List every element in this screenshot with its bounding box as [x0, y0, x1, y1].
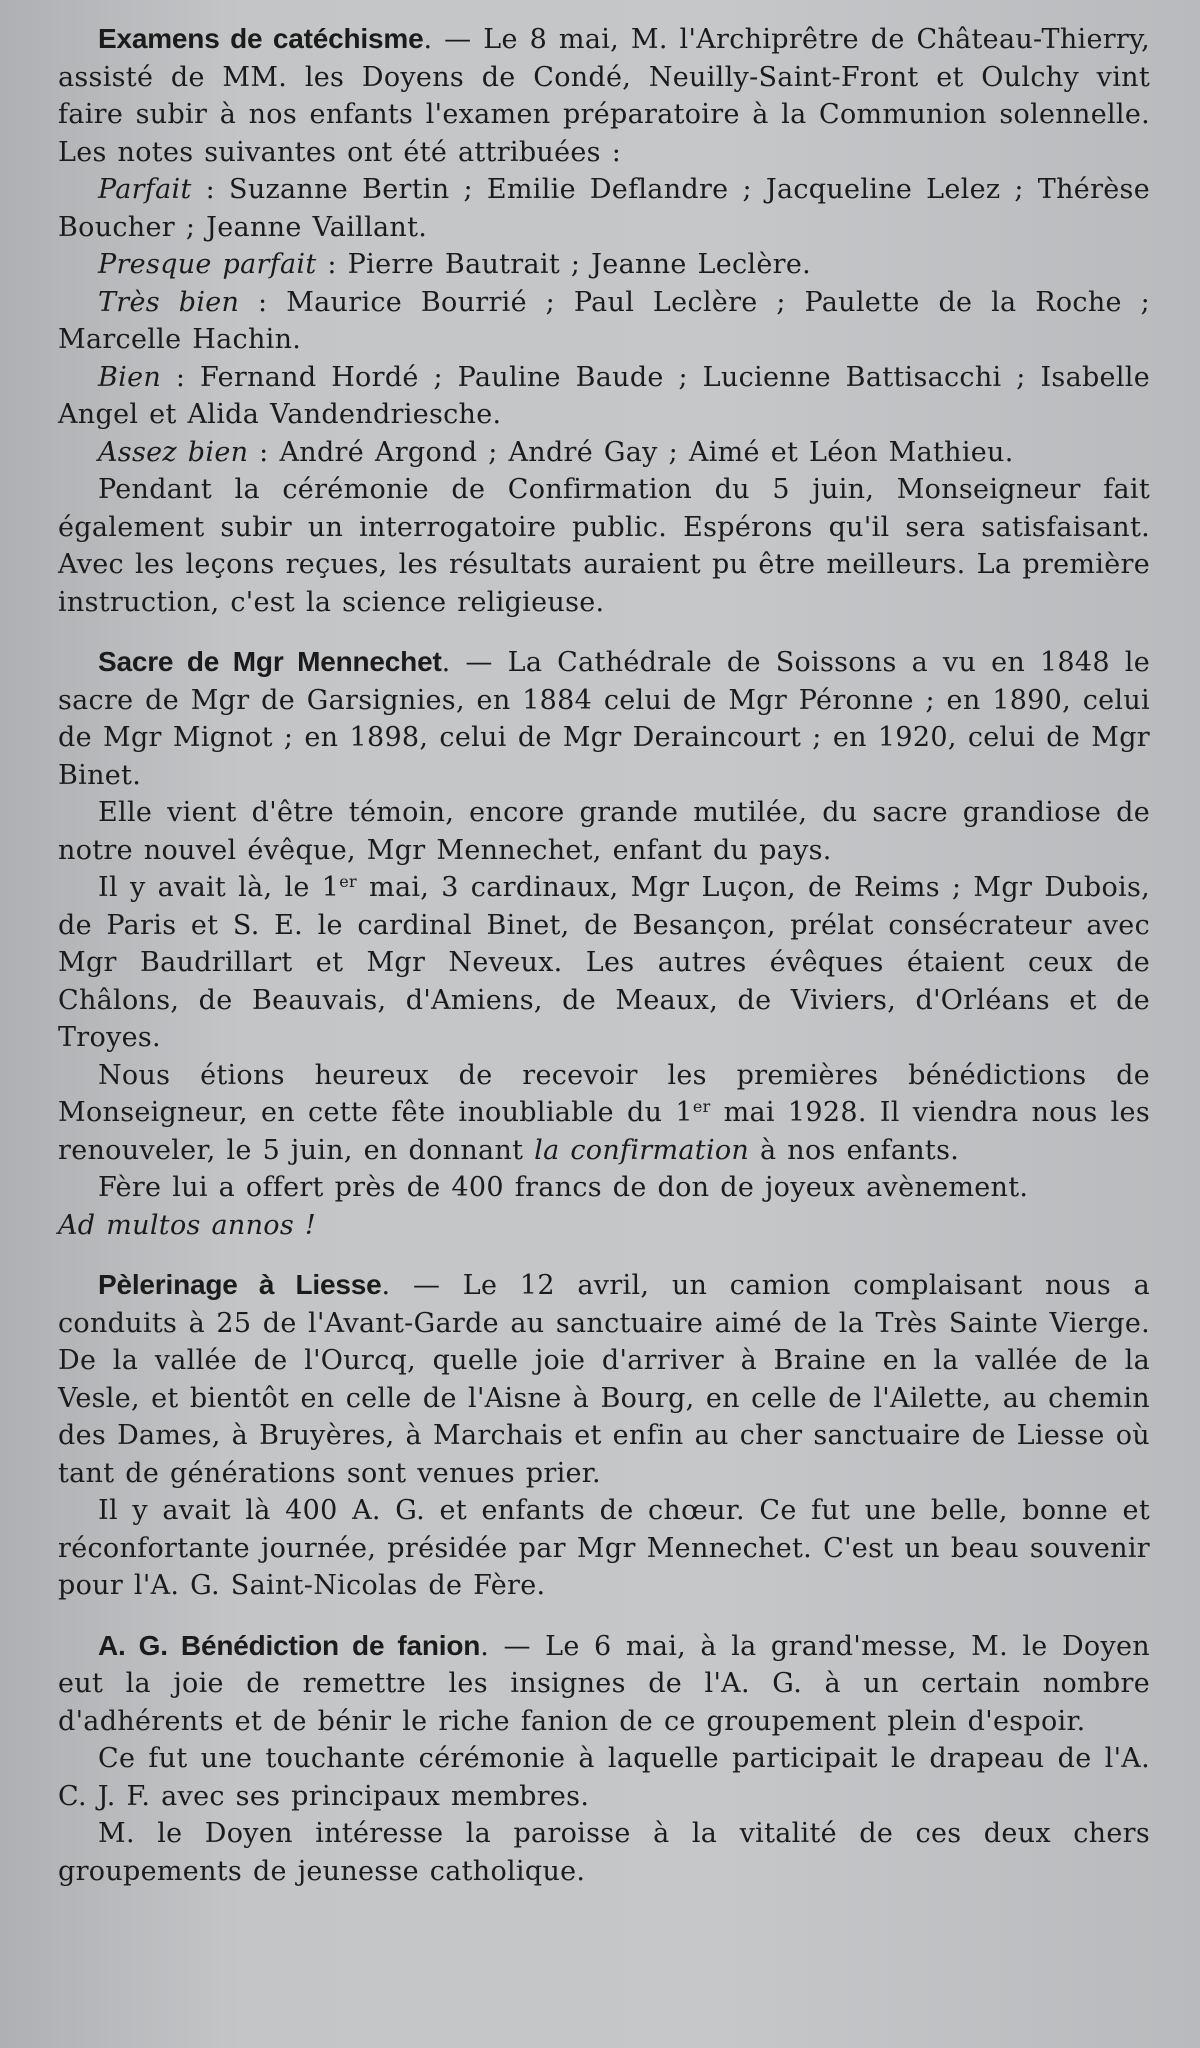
grade-names: : Pierre Bautrait ; Jeanne Leclère.	[316, 249, 812, 280]
section-sacre	[58, 643, 1150, 1244]
paragraph-text: Il y avait là, le 1	[98, 872, 340, 903]
section-heading: Pèlerinage à Liesse	[98, 1269, 382, 1300]
paragraph	[58, 1057, 1150, 1170]
ordinal-sup: er	[692, 1097, 711, 1116]
section-fanion	[58, 1627, 1150, 1891]
grade-label: Parfait	[98, 174, 192, 205]
article-page	[58, 20, 1150, 1890]
grade-line	[58, 359, 1150, 434]
paragraph-text: Nous étions heureux de recevoir les premières bénédictions de Monseigneur, en cette fête inoubliable du 1	[58, 1059, 1150, 1128]
paragraph: Elle vient d'être témoin, encore grande mutilée, du sacre grandiose de notre nouvel évêque, Mgr Mennechet, enfant du pays.	[58, 797, 1150, 866]
grade-names: : Maurice Bourrié ; Paul Leclère ; Paulette de la Roche ; Marcelle Hachin.	[58, 286, 1150, 355]
paragraph: Pendant la cérémonie de Confirmation du 5 juin, Monseigneur fait également subir un interrogatoire public. Espérons qu'il sera satisfaisant. Avec les leçons reçues, les résultats auraient pu être meilleurs. La première instruction, c'est la science religieuse.	[58, 474, 1150, 618]
paragraph	[58, 643, 1150, 794]
grade-line	[58, 284, 1150, 359]
paragraph-text: mai, 3 cardinaux, Mgr Luçon, de Reims ; Mgr Dubois, de Paris et S. E. le cardinal Binet, de Besançon, prélat consécrateur avec Mgr Baudrillart et Mgr Neveux. Les autres évêques étaient ceux de Châlons, de Beauvais, d'Amiens, de Meaux, de Viviers, d'Orléans et de Troyes.	[58, 872, 1150, 1053]
paragraph: Ce fut une touchante cérémonie à laquelle participait le drapeau de l'A. C. J. F. avec ses principaux membres.	[58, 1743, 1150, 1812]
grade-line	[58, 171, 1150, 246]
paragraph-text: . — La Cathédrale de Soissons a vu en 1848 le sacre de Mgr de Garsignies, en 1884 celui de Mgr Péronne ; en 1890, celui de Mgr Mignot ; en 1898, celui de Mgr Deraincourt ; en 1920, celui de Mgr Binet.	[58, 647, 1150, 791]
section-examens	[58, 20, 1150, 621]
paragraph-text: . — Le 12 avril, un camion complaisant nous a conduits à 25 de l'Avant-Garde au sanctuaire aimé de la Très Sainte Vierge. De la vallée de l'Ourcq, quelle joie d'arriver à Braine en la vallée de la Vesle, et bientôt en celle de l'Aisne à Bourg, en celle de l'Ailette, au chemin des Dames, à Bruyères, à Marchais et enfin au cher sanctuaire de Liesse où tant de générations sont venues prier.	[58, 1270, 1150, 1489]
paragraph-text: à nos enfants.	[749, 1134, 960, 1166]
section-heading: Examens de catéchisme	[98, 23, 424, 54]
grade-label: Bien	[98, 361, 162, 393]
grade-label: Presque parfait	[98, 249, 317, 280]
paragraph	[58, 20, 1150, 171]
paragraph-text: . — Le 8 mai, M. l'Archiprêtre de Château-Thierry, assisté de MM. les Doyens de Condé, Neuilly-Saint-Front et Oulchy vint faire subir à nos enfants l'examen préparatoire à la Communion solennelle. Les notes suivantes ont été attribuées :	[58, 24, 1150, 168]
grade-names: : André Argond ; André Gay ; Aimé et Léon Mathieu.	[248, 436, 1014, 468]
italic-phrase: Ad multos annos !	[58, 1209, 317, 1241]
paragraph: Il y avait là 400 A. G. et enfants de chœur. Ce fut une belle, bonne et réconfortante journée, présidée par Mgr Mennechet. C'est un beau souvenir pour l'A. G. Saint-Nicolas de Fère.	[58, 1495, 1150, 1601]
grade-label: Très bien	[98, 286, 240, 318]
ordinal-sup: er	[339, 872, 357, 891]
paragraph	[58, 1627, 1150, 1741]
paragraph: M. le Doyen intéresse la paroisse à la vitalité de ces deux chers groupements de jeunesse catholique.	[58, 1818, 1150, 1887]
grade-names: : Suzanne Bertin ; Emilie Deflandre ; Jacqueline Lelez ; Thérèse Boucher ; Jeanne Vaillant.	[58, 174, 1150, 243]
grade-line	[58, 434, 1150, 472]
paragraph-text: Fère lui a offert près de 400 francs de don de joyeux avènement.	[98, 1172, 1029, 1203]
grade-label: Assez bien	[98, 436, 249, 468]
paragraph	[58, 869, 1150, 1057]
paragraph-text: mai 1928. Il viendra nous les renouveler, le 5 juin, en donnant	[58, 1097, 1150, 1166]
paragraph	[58, 1169, 1150, 1244]
section-pelerinage	[58, 1266, 1150, 1605]
paragraph-text: . — Le 6 mai, à la grand'messe, M. le Doyen eut la joie de remettre les insignes de l'A. G. à un certain nombre d'adhérents et de bénir le riche fanion de ce groupement plein d'espoir.	[58, 1630, 1150, 1737]
grade-line	[58, 246, 1150, 284]
section-heading: A. G. Bénédiction de fanion	[98, 1629, 481, 1661]
paragraph	[58, 1266, 1150, 1492]
italic-phrase: la confirmation	[534, 1134, 750, 1166]
grade-names: : Fernand Hordé ; Pauline Baude ; Lucienne Battisacchi ; Isabelle Angel et Alida Vandendriesche.	[58, 361, 1150, 430]
section-heading: Sacre de Mgr Mennechet	[98, 646, 442, 677]
